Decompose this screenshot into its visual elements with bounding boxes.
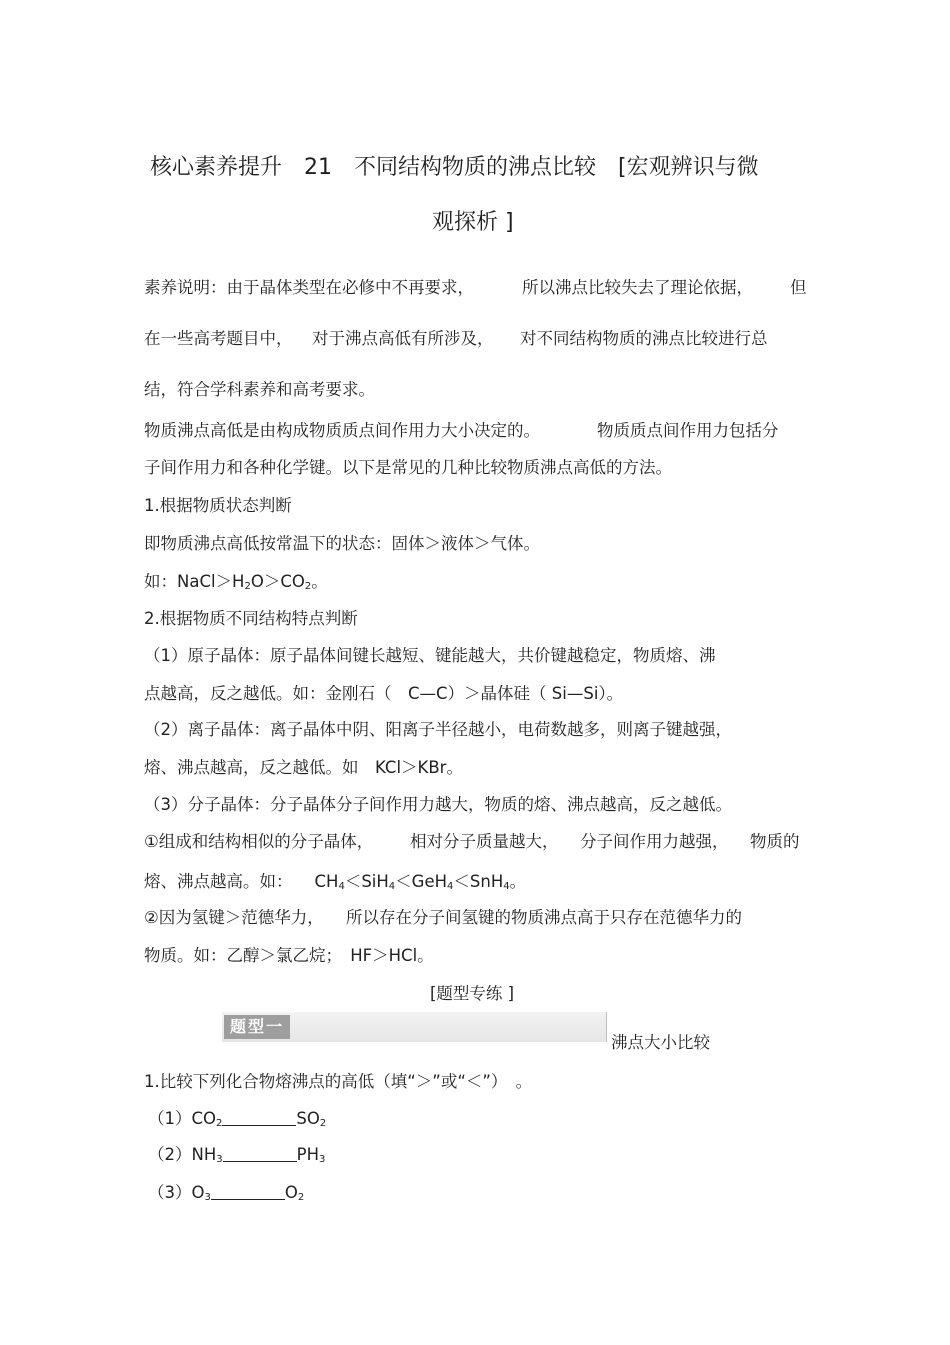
rule-1-example [144, 868, 526, 892]
item-number: （2） [148, 1145, 192, 1164]
section-1-heading: 1.根据物质状态判断 [144, 496, 292, 515]
atomic-crystal-line-2: 点越高，反之越低。如：金刚石（ C—C）＞晶体硅（ Si—Si）。 [144, 684, 624, 703]
subscript: 2 [297, 1192, 305, 1203]
section-1-example [144, 568, 328, 592]
formula: ＜SnH [453, 872, 504, 891]
formula: ＜SiH [344, 872, 389, 891]
formula: CH [314, 872, 339, 891]
question-item-2 [148, 1141, 325, 1165]
question-1: 1.比较下列化合物熔沸点的高低（填“＞”或“＜”） 。 [144, 1072, 533, 1091]
rule-1-part-b: 相对分子质量越大， [410, 832, 559, 851]
formula-left: O [191, 1183, 205, 1202]
example-text: O＞CO [250, 572, 305, 591]
formula-right: PH [296, 1145, 319, 1164]
subscript: 2 [319, 1118, 327, 1129]
intro-line-1b: 所以沸点比较失去了理论依据， [522, 278, 753, 297]
question-item-3 [148, 1179, 304, 1203]
item-number: （1） [148, 1109, 192, 1128]
para-line-1a: 物质沸点高低是由构成物质质点间作用力大小决定的。 [144, 421, 540, 440]
intro-line-1a: 素养说明：由于晶体类型在必修中不再要求， [144, 278, 474, 297]
question-type-badge: 题型一 [224, 1015, 290, 1039]
rule-1-part-c: 分子间作用力越强， [580, 832, 729, 851]
item-number: （3） [148, 1183, 192, 1202]
example-text: 如：NaCl＞H [144, 572, 245, 591]
answer-blank[interactable] [223, 1147, 297, 1162]
subscript: 4 [388, 881, 396, 892]
subscript: 4 [503, 881, 510, 892]
answer-blank[interactable] [222, 1111, 296, 1126]
page-title: 核心素养提升 21 不同结构物质的沸点比较 [宏观辨识与微 [150, 155, 759, 180]
section-1-text: 即物质沸点高低按常温下的状态：固体＞液体＞气体。 [144, 534, 540, 553]
formula: ＜GeH [395, 872, 448, 891]
intro-line-2c: 对不同结构物质的沸点比较进行总 [520, 329, 768, 348]
para-line-1b: 物质质点间作用力包括分 [597, 421, 779, 440]
formula-right: SO [296, 1109, 320, 1128]
rule-1-part-a: ①组成和结构相似的分子晶体， [144, 832, 374, 851]
subscript: 2 [304, 581, 312, 592]
example-text: 熔、沸点越高。如： [144, 872, 293, 891]
ionic-crystal-line-1: （2）离子晶体：离子晶体中阴、阳离子半径越小，电荷数越多，则离子键越强， [144, 720, 732, 739]
ionic-crystal-line-2: 熔、沸点越高，反之越低。如 KCl＞KBr。 [144, 758, 463, 777]
question-type-topic: 沸点大小比较 [611, 1033, 710, 1052]
answer-blank[interactable] [211, 1185, 285, 1200]
rule-1-part-d: 物质的 [750, 832, 800, 851]
subscript: 3 [204, 1192, 211, 1203]
molecular-crystal-line: （3）分子晶体：分子晶体分子间作用力越大，物质的熔、沸点越高，反之越低。 [144, 795, 732, 814]
section-2-heading: 2.根据物质不同结构特点判断 [144, 609, 358, 628]
subscript: 2 [244, 581, 251, 592]
intro-line-1c: 但 [790, 278, 807, 297]
para-line-2: 子间作用力和各种化学键。以下是常见的几种比较物质沸点高低的方法。 [144, 458, 672, 477]
subscript: 3 [318, 1154, 326, 1165]
rule-2-example: 物质。如：乙醇＞氯乙烷； HF＞HCl。 [144, 946, 434, 965]
page-title-continued: 观探析 ] [432, 210, 514, 235]
formula-right: O [284, 1183, 298, 1202]
practice-header: [题型专练 ] [430, 984, 515, 1003]
subscript: 3 [216, 1154, 223, 1165]
question-item-1 [148, 1105, 326, 1129]
subscript: 2 [216, 1118, 223, 1129]
formula-left: NH [191, 1145, 217, 1164]
subscript: 4 [338, 881, 345, 892]
intro-line-2a: 在一些高考题目中， [144, 329, 293, 348]
rule-2-part-b: 所以存在分子间氢键的物质沸点高于只存在范德华力的 [346, 908, 742, 927]
intro-line-3: 结，符合学科素养和高考要求。 [144, 380, 375, 399]
example-text: 。 [311, 572, 328, 591]
subscript: 4 [447, 881, 454, 892]
rule-2-part-a: ②因为氢键＞范德华力， [144, 908, 324, 927]
intro-line-2b: 对于沸点高低有所涉及， [312, 329, 494, 348]
atomic-crystal-line-1: （1）原子晶体：原子晶体间键长越短、键能越大，共价键越稳定，物质熔、沸 [144, 646, 716, 665]
example-text: 。 [509, 872, 527, 891]
formula-left: CO [191, 1109, 217, 1128]
